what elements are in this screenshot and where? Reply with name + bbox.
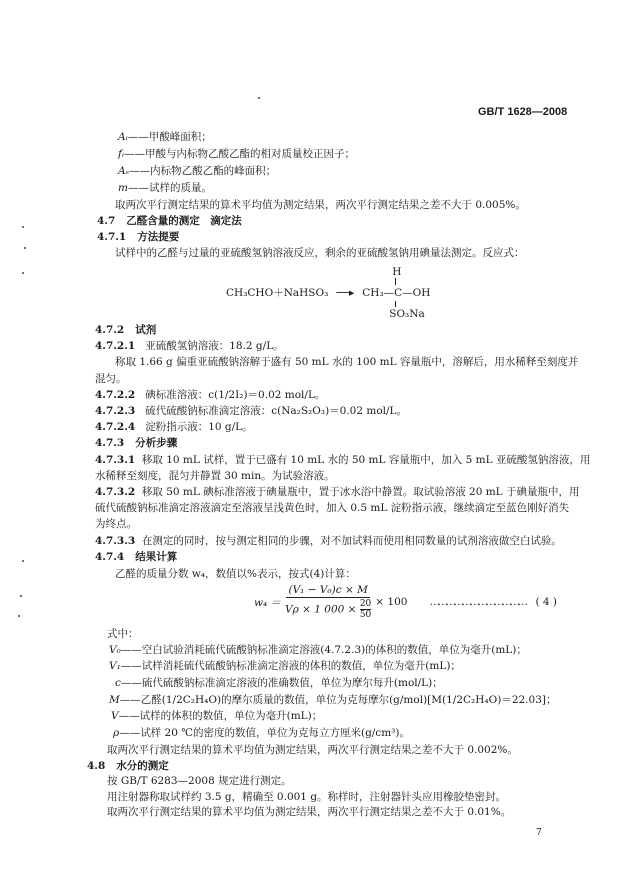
definition-line [118,147,355,161]
definition-text: ——空白试验消耗硫代硫酸钠标准滴定溶液(4.7.2.3)的体积的数值，单位为毫升(mL)； [120,644,527,656]
reaction-equation [226,266,431,320]
standard-number-header: GB/T 1628—2008 [478,106,568,118]
section-title: 水分的测定 [116,760,169,772]
section-heading-4-7-2 [95,323,156,337]
definition-line [113,726,410,740]
variable: M [109,694,120,706]
section-heading-4-7 [97,214,242,228]
item-number: 4.7.2.2 [95,389,136,401]
small-numerator: 20 [359,599,372,609]
formula-4 [254,584,557,620]
variable: V₁ [109,660,121,672]
reactants: CH₃CHO＋NaHSO₃ [226,287,329,299]
section-title: 乙醛含量的测定 滴定法 [126,215,242,227]
scan-speck [258,97,260,99]
section-number: 4.7.1 [97,231,127,243]
variable: V [111,710,119,722]
where-label: 式中： [107,628,139,640]
variable: V₀ [109,644,121,656]
result-statement: 取两次平行测定结果的算术平均值为测定结果，两次平行测定结果之差不大于 0.005%。 [115,199,526,211]
formula-denominator [285,598,371,620]
scan-speck [22,560,24,562]
definition-line [111,709,322,723]
definition-text: ——试样的体积的数值，单位为毫升(mL)； [118,710,323,722]
definition-line [115,676,443,690]
formula-label: ( 4 ) [535,596,558,608]
section-number: 4.7.4 [95,551,125,563]
section-heading-4-8 [87,759,169,773]
item-text: 硫代硫酸钠标准滴定溶液：c(Na₂S₂O₃)＝0.02 mol/L。 [145,405,408,417]
section-number: 4.7.3 [95,437,125,449]
formula-lhs: w₄ ＝ [254,596,282,609]
paragraph: 乙醛的质量分数 w₄，数值以%表示，按式(4)计算： [115,568,356,580]
small-fraction [360,599,371,620]
paragraph: 硫代硫酸钠标准滴定溶液滴定至溶液呈浅黄色时，加入 0.5 mL 淀粉指示液，继续滴定至蓝色刚好消失 [95,502,570,514]
paragraph: 水稀释至刻度，混匀并静置 30 min。为试验溶液。 [95,470,335,482]
item-number: 4.7.3.3 [95,535,136,547]
item-4-7-2-3 [95,404,407,418]
item-4-7-3-3 [95,534,562,548]
definition-text: ——硫代硫酸钠标准滴定溶液的准确数值，单位为摩尔每升(mol/L)； [120,677,443,689]
scan-speck [20,595,22,597]
definition-text: ——乙醛(1/2C₂H₄O)的摩尔质量的数值，单位为克每摩尔(g/mol)[M(1/2C₂H₄O)＝22.03]； [119,694,557,706]
definition-line [118,181,212,195]
formula-fraction [285,584,371,620]
reaction-arrow: ──▸ [336,287,355,299]
product-bottom-group: SO₃Na [389,308,425,320]
item-number: 4.7.3.1 [95,454,136,466]
variable: Aᵢ [118,131,128,143]
item-text: 亚硫酸氢钠溶液：18.2 g/L。 [145,340,284,352]
item-4-7-3-2 [95,485,580,499]
result-statement: 取两次平行测定结果的算术平均值为测定结果，两次平行测定结果之差不大于 0.002%。 [107,744,518,756]
paragraph: 用注射器称取试样约 3.5 g，精确至 0.001 g。称样时，注射器针头应用橡胶垫密封。 [107,791,507,803]
denominator-text: Vρ × 1 000 × [285,603,357,616]
variable: m [118,182,128,194]
formula-tail: × 100 [375,596,408,608]
item-text: 淀粉指示液：10 g/L。 [145,421,253,433]
definition-line [118,130,212,144]
scan-speck [22,272,24,274]
section-title: 结果计算 [135,551,178,563]
paragraph: 称取 1.66 g 偏重亚硫酸钠溶解于盛有 50 mL 水的 100 mL 容量瓶中，溶解后，用水稀释至刻度并 [115,356,579,368]
section-title: 试剂 [135,324,157,336]
definition-line [109,693,556,707]
item-4-7-2-4 [95,420,253,434]
definition-text: ——甲酸与内标物乙酸乙酯的相对质量校正因子； [124,148,355,160]
paragraph: 为终点。 [95,518,137,530]
item-text: 碘标准溶液：c(1/2I₂)＝0.02 mol/L。 [145,389,326,401]
section-heading-4-7-4 [95,550,177,564]
scan-speck [22,226,24,228]
definition-text: ——试样 20 ℃的密度的数值，单位为克每立方厘米(g/cm³)。 [119,727,410,739]
variable: ρ [113,727,120,739]
variable: c [115,677,121,689]
definition-line [109,659,461,673]
item-text: 移取 10 mL 试样，置于已盛有 10 mL 水的 50 mL 容量瓶中，加入 5 mL 亚硫酸氢钠溶液，用 [141,454,591,466]
item-number: 4.7.2.1 [95,340,136,352]
item-4-7-2-1 [95,339,284,353]
product-top-h: H [392,266,402,278]
item-4-7-2-2 [95,388,325,402]
formula-leader-dots: ……………………………… [429,596,526,608]
item-text: 移取 50 mL 碘标准溶液于碘量瓶中，置于冰水浴中静置。取试验溶液 20 mL 于碘量瓶中，用 [141,486,580,498]
variable: Aₛ [118,165,130,177]
section-title: 方法提要 [137,231,180,243]
scan-speck [18,615,20,617]
section-title: 分析步骤 [135,437,178,449]
definition-text: ——甲酸峰面积； [127,131,212,143]
section-number: 4.7.2 [95,324,125,336]
scan-speck [24,247,26,249]
definition-text: ——试样的质量。 [127,182,212,194]
paragraph: 混匀。 [95,373,127,385]
product-structure [362,266,431,320]
variable: fᵢ [118,148,124,160]
item-number: 4.7.2.4 [95,421,136,433]
section-heading-4-7-3 [95,436,177,450]
paragraph: 取两次平行测定结果的算术平均值为测定结果，两次平行测定结果之差不大于 0.01%。 [107,806,512,818]
section-number: 4.8 [87,760,106,772]
item-4-7-3-1 [95,453,590,467]
item-number: 4.7.3.2 [95,486,136,498]
definition-text: ——试样消耗硫代硫酸钠标准滴定溶液的体积的数值，单位为毫升(mL)； [120,660,461,672]
item-text: 在测定的同时，按与测定相同的步骤，对不加试料而使用相同数量的试剂溶液做空白试验。 [141,535,562,547]
page-number: 7 [536,828,542,838]
paragraph: 按 GB/T 6283—2008 规定进行测定。 [107,775,292,787]
item-number: 4.7.2.3 [95,405,136,417]
definition-line [109,643,527,657]
section-heading-4-7-1 [97,230,179,244]
definition-text: ——内标物乙酸乙酯的峰面积； [129,165,277,177]
definition-line [118,164,276,178]
small-denominator: 50 [359,610,372,620]
paragraph: 试样中的乙醛与过量的亚硫酸氢钠溶液反应，剩余的亚硫酸氢钠用碘量法测定。反应式： [115,247,525,259]
bond-line [395,278,396,285]
formula-numerator: (V₁ − V₀)c × M [288,584,368,596]
product: CH₃—C—OH [362,287,431,299]
section-number: 4.7 [97,215,116,227]
